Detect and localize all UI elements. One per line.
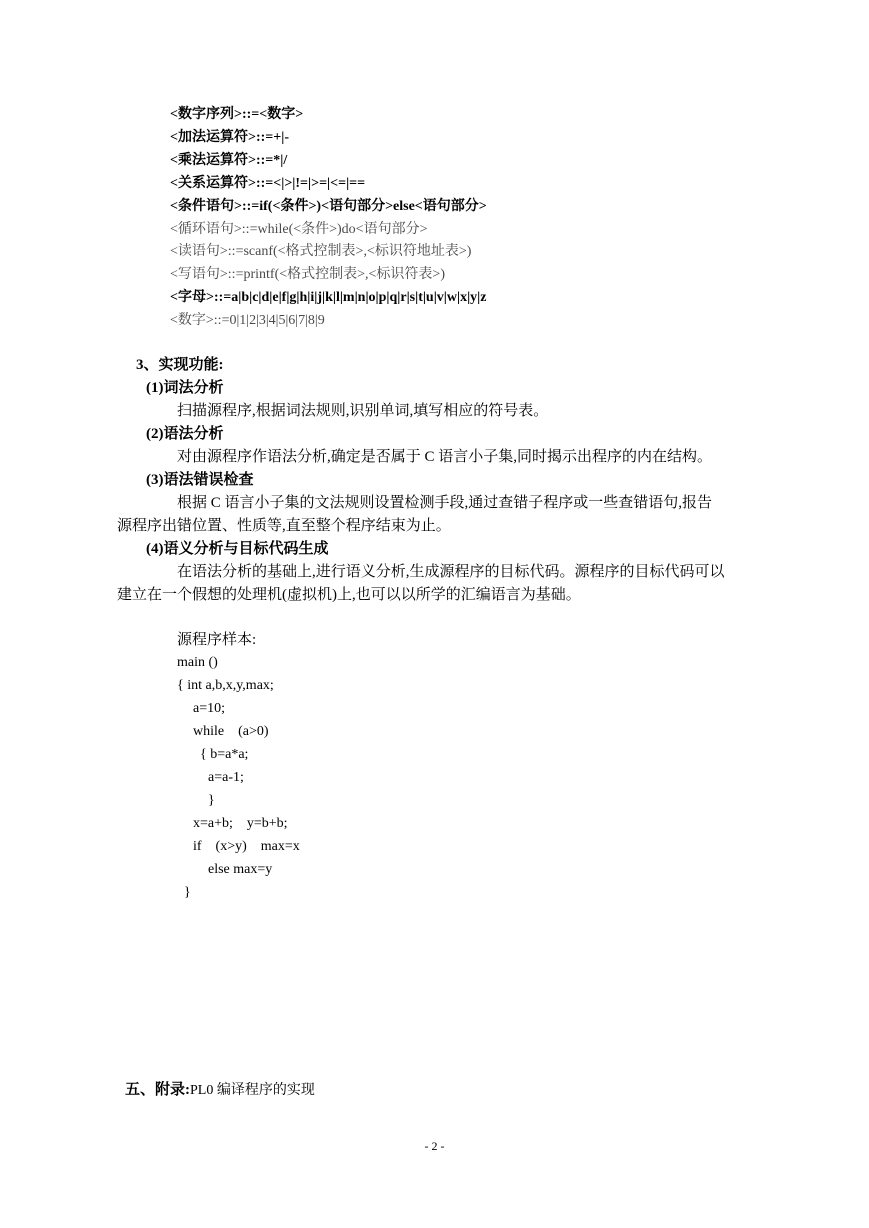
grammar-line: <读语句>::=scanf(<格式控制表>,<标识符地址表>)	[170, 244, 472, 259]
section-heading: 3、实现功能:	[136, 357, 224, 373]
item-body: 建立在一个假想的处理机(虚拟机)上,也可以以所学的汇编语言为基础。	[117, 587, 581, 603]
code-line: }	[184, 885, 191, 900]
item-title: (2)语法分析	[146, 426, 224, 442]
sample-label: 源程序样本:	[177, 632, 257, 648]
grammar-line: <循环语句>::=while(<条件>)do<语句部分>	[170, 222, 428, 237]
appendix-line	[117, 1066, 315, 1098]
code-line: { b=a*a;	[200, 747, 249, 762]
item-body: 扫描源程序,根据词法规则,识别单词,填写相应的符号表。	[177, 403, 549, 419]
grammar-line: <字母>::=a|b|c|d|e|f|g|h|i|j|k|l|m|n|o|p|q|r|s|t|u|v|w|x|y|z	[170, 290, 487, 305]
appendix-heading: 五、附录:	[125, 1082, 190, 1098]
code-line: a=10;	[193, 701, 225, 716]
item-title: (1)词法分析	[146, 380, 224, 396]
code-line: { int a,b,x,y,max;	[177, 678, 274, 693]
code-line: x=a+b; y=b+b;	[193, 816, 288, 831]
grammar-line: <关系运算符>::=<|>|!=|>=|<=|==	[170, 176, 366, 191]
item-body: 在语法分析的基础上,进行语义分析,生成源程序的目标代码。源程序的目标代码可以	[177, 564, 725, 580]
code-line: main ()	[177, 655, 218, 670]
item-body: 源程序出错位置、性质等,直至整个程序结束为止。	[117, 518, 451, 534]
code-line: a=a-1;	[208, 770, 244, 785]
code-line: if (x>y) max=x	[193, 839, 300, 854]
grammar-line: <写语句>::=printf(<格式控制表>,<标识符表>)	[170, 267, 445, 282]
code-line: while (a>0)	[193, 724, 269, 739]
page-number: - 2 -	[424, 1139, 445, 1153]
grammar-line: <乘法运算符>::=*|/	[170, 153, 288, 168]
item-body: 根据 C 语言小子集的文法规则设置检测手段,通过查错子程序或一些查错语句,报告	[177, 495, 713, 511]
grammar-line: <数字>::=0|1|2|3|4|5|6|7|8|9	[170, 313, 325, 328]
item-title: (3)语法错误检查	[146, 472, 254, 488]
grammar-line: <加法运算符>::=+|-	[170, 130, 289, 145]
code-line: else max=y	[208, 862, 273, 877]
code-line: }	[208, 793, 215, 808]
grammar-line: <数字序列>::=<数字>	[170, 107, 304, 122]
item-title: (4)语义分析与目标代码生成	[146, 541, 329, 557]
appendix-text: PL0 编译程序的实现	[190, 1083, 315, 1098]
item-body: 对由源程序作语法分析,确定是否属于 C 语言小子集,同时揭示出程序的内在结构。	[177, 449, 713, 465]
grammar-line: <条件语句>::=if(<条件>)<语句部分>else<语句部分>	[170, 199, 487, 214]
